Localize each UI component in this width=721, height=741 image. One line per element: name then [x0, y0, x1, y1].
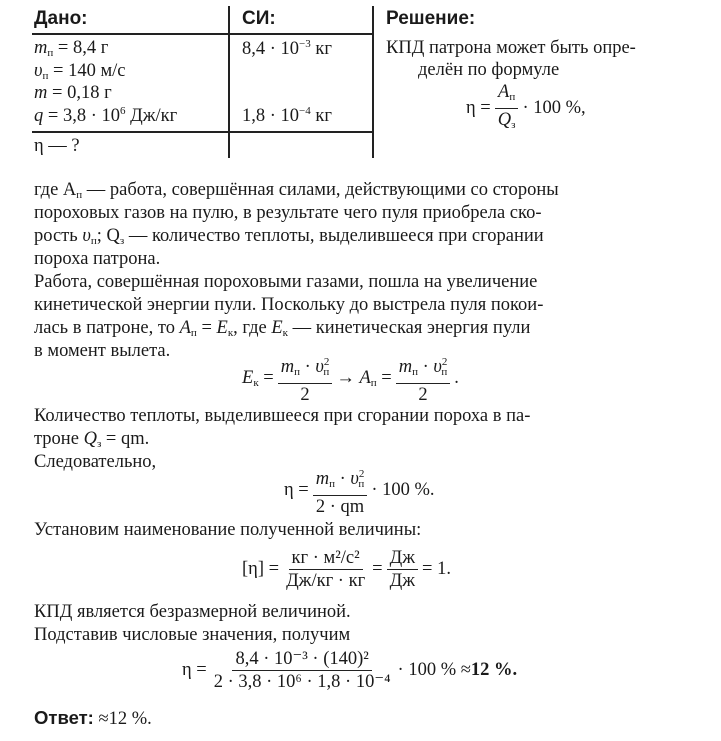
paragraph-7: Подставив числовые значения, получим — [34, 625, 351, 645]
given-v-bullet: $\upsilon_п = 140$ м/с — [34, 61, 126, 82]
table-divider-left — [228, 6, 230, 158]
given-m-bullet: $m_п = 8,4$ г — [34, 38, 109, 59]
paragraph-2-line-1: Работа, совершённая пороховыми газами, пошла на увеличение — [34, 272, 538, 292]
solution-header: Решение: — [386, 8, 476, 29]
answer-label: Ответ: — [34, 707, 94, 728]
given-q: $q = 3,8 \cdot 10^6$ Дж/кг — [34, 105, 178, 126]
given-m-powder: m = 0,18 г — [34, 83, 112, 103]
paragraph-1-line-1: где $A_п$ — работа, совершённая силами, действующими со стороны — [34, 180, 559, 201]
solution-line-2: делён по формуле — [418, 60, 560, 80]
formula-efficiency-expanded: η = $\frac{m_п \cdot \upsilon^2_п}{2 \cdot qm}$ · 100 %. — [284, 464, 435, 517]
formula-efficiency: η = $\frac{A_п}{Q_з}$ · 100 %, — [466, 82, 586, 131]
si-header: СИ: — [242, 8, 276, 29]
paragraph-6: КПД является безразмерной величиной. — [34, 602, 351, 622]
si-m-powder: $1,8 \cdot 10^{-4}$ кг — [242, 105, 332, 126]
answer-value: ≈12 %. — [98, 709, 152, 729]
solution-line-1: КПД патрона может быть опре- — [386, 38, 636, 58]
paragraph-3-line-2: троне $Q_з$ = qm. — [34, 429, 150, 450]
paragraph-5: Установим наименование полученной величины: — [34, 520, 422, 540]
header-underline-si — [229, 33, 372, 35]
formula-final-calculation: η = $\frac{\text{8,4 · 10⁻³ · (140)²}}{\text{2 · 3,8 · 10⁶ · 1,8 · 10⁻⁴}}$ · 100 % ≈ 12 %. — [182, 649, 518, 692]
paragraph-1-line-3: рость $\upsilon_п$; $Q_з$ — количество теплоты, выделившееся при сгорании — [34, 226, 544, 247]
paragraph-1-line-2: пороховых газов на пулю, в результате чего пуля приобрела ско- — [34, 203, 542, 223]
paragraph-2-line-3: лась в патроне, то $A_п = E_к$, где $E_к$ — кинетическая энергия пули — [34, 318, 531, 339]
answer — [34, 707, 152, 730]
table-divider-right — [372, 6, 374, 158]
formula-units: [η] = $\frac{\text{кг · м²/с²}}{Дж/кг \cdot кг}$ = $\frac{Дж}{Дж}$ = 1. — [242, 548, 451, 591]
given-find: η — ? — [34, 136, 80, 156]
paragraph-4: Следовательно, — [34, 452, 157, 472]
paragraph-1-line-4: пороха патрона. — [34, 249, 161, 269]
given-header: Дано: — [34, 8, 88, 29]
paragraph-2-line-4: в момент вылета. — [34, 341, 171, 361]
paragraph-2-line-2: кинетической энергии пули. Поскольку до выстрела пуля покои- — [34, 295, 544, 315]
formula-kinetic-energy: $E_к$ = $\frac{m_п \cdot \upsilon^2_п}{2}$ → $A_п$ = $\frac{m_п \cdot \upsilon^2_п}{2}$ . — [242, 352, 459, 405]
given-separator — [32, 131, 372, 133]
paragraph-3-line-1: Количество теплоты, выделившееся при сгорании пороха в па- — [34, 406, 531, 426]
si-m-bullet: $8,4 \cdot 10^{-3}$ кг — [242, 38, 332, 59]
header-underline — [32, 33, 228, 35]
